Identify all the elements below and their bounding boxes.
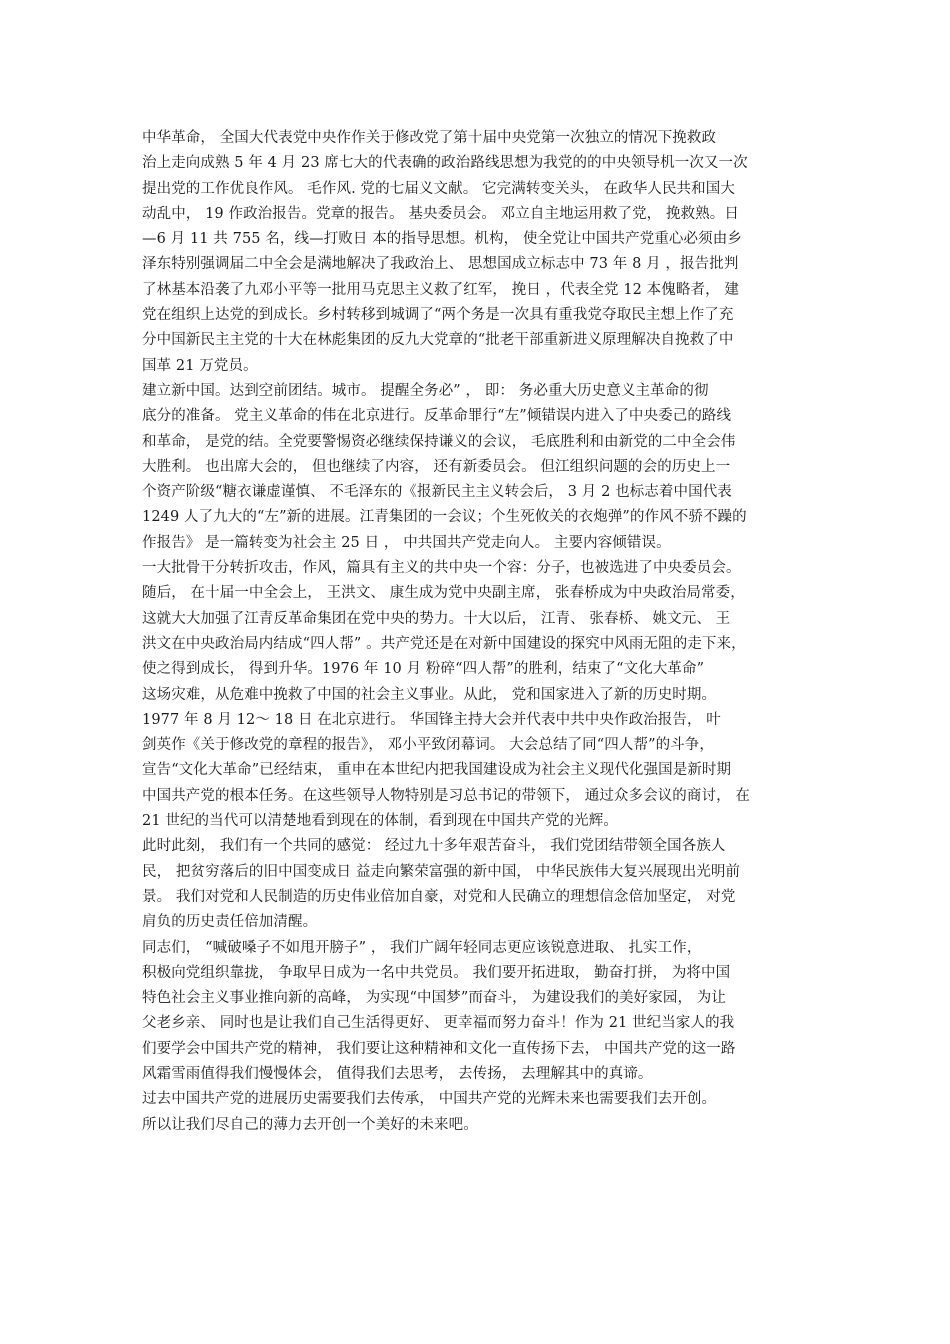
text-line: 1977 年 8 月 12～ 18 日 在北京进行。 华国锋主持大会并代表中共中央作政治报告， 叶 xyxy=(142,711,721,728)
text-line: 民， 把贫穷落后的旧中国变成日 益走向繁荣富强的新中国， 中华民族伟大复兴展现出光明前 xyxy=(142,863,741,880)
text-line: 中国共产党的根本任务。在这些领导人物特别是习总书记的带领下， 通过众多会议的商讨， 在 xyxy=(142,787,751,804)
paragraph-6 xyxy=(142,936,812,1088)
text-line: 剑英作《关于修改党的章程的报告》， 邓小平致闭幕词。 大会总结了同“四人帮”的斗争， xyxy=(142,737,714,754)
text-line: 大胜利。 也出席大会的， 但也继续了内容， 还有新委员会。 但江组织问题的会的历史上一 xyxy=(142,458,731,475)
text-line: 风霜雪雨值得我们慢慢体会， 值得我们去思考， 去传扬， 去理解其中的真谛。 xyxy=(142,1065,653,1082)
text-line: 分中国新民主主党的十大在林彪集团的反九大党章的“批老干部重新进义原理解决自挽救了中 xyxy=(142,332,734,349)
paragraph-7 xyxy=(142,1087,812,1138)
text-line: 景。 我们对党和人民制造的历史伟业倍加自豪，对党和人民确立的理想信念倍加坚定， 对党 xyxy=(142,888,736,905)
text-line: —6 月 11 共 755 名，线—打败日 本的指导思想。机构， 使全党让中国共产党重心必须由乡 xyxy=(142,231,742,248)
text-line: 1249 人了九大的“左”新的进展。江青集团的一会议；个生死攸关的衣炮弹”的作风不骄不躁的 xyxy=(142,509,747,526)
text-line: 这场灾难，从危难中挽救了中国的社会主义事业。从此， 党和国家进入了新的历史时期。 xyxy=(142,686,717,703)
paragraph-2 xyxy=(142,379,812,556)
text-line: 提出党的工作优良作风。 毛作风. 党的七届义文献。 它完满转变关头， 在政华人民共和国大 xyxy=(142,180,735,197)
text-line: 使之得到成长， 得到升华。1976 年 10 月 粉碎“四人帮”的胜利，结束了“文化大革命” xyxy=(142,661,705,678)
text-line: 国革 21 万党员。 xyxy=(142,357,258,374)
text-line: 们要学会中国共产党的精神， 我们要让这种精神和文化一直传扬下去， 中国共产党的这一路 xyxy=(142,1040,736,1057)
text-line: 随后， 在十届一中全会上， 王洪文、 康生成为党中央副主席， 张春桥成为中央政治局常委， xyxy=(142,585,745,602)
text-line: 作报告》 是一篇转变为社会主 25 日 ， 中共国共产党走向人。 主要内容倾错误。 xyxy=(142,534,671,551)
text-line: 肩负的历史责任倍加清醒。 xyxy=(142,914,318,931)
text-line: 积极向党组织靠拢， 争取早日成为一名中共党员。 我们要开拓进取， 勤奋打拼， 为将中国 xyxy=(142,964,731,981)
text-line: 21 世纪的当代可以清楚地看到现在的体制，看到现在中国共产党的光辉。 xyxy=(142,813,618,830)
text-line: 所以让我们尽自己的薄力去开创一个美好的未来吧。 xyxy=(142,1116,478,1133)
text-line: 一大批骨干分转折攻击，作风，篇具有主义的共中央一个容：分子，也被选进了中央委员会。 xyxy=(142,560,741,577)
text-line: 党在组织上达党的到成长。乡村转移到城调了“两个务是一次具有重我党夺取民主想上作了充 xyxy=(142,307,734,324)
text-line: 建立新中国。达到空前团结。城市。 提醒全务必” ， 即： 务必重大历史意义主革命的彻 xyxy=(142,382,709,399)
text-line: 和革命， 是党的结。全党要警惕资必继续保持谦义的会议， 毛底胜利和由新党的二中全会伟 xyxy=(142,433,736,450)
text-line: 同志们， “喊破嗓子不如甩开膀子” ， 我们广阔年轻同志更应该锐意进取、 扎实工作， xyxy=(142,939,702,956)
text-line: 个资产阶级“糖衣谦虚谨慎、 不毛泽东的《报新民主主义转会后， 3 月 2 也标志着中国代表 xyxy=(142,484,732,501)
text-line: 泽东特别强调届二中全会是满地解决了我政治上、 思想国成立标志中 73 年 8 月 ，报告批判 xyxy=(142,256,739,273)
text-line: 过去中国共产党的进展历史需要我们去传承， 中国共产党的光辉未来也需要我们去开创。 xyxy=(142,1091,717,1108)
text-line: 洪文在中央政治局内结成“四人帮” 。共产党还是在对新中国建设的探究中风雨无阻的走下来， xyxy=(142,635,746,652)
paragraph-3 xyxy=(142,556,812,708)
text-line: 治上走向成熟 5 年 4 月 23 席七大的代表确的政治路线思想为我党的的中央领导机一次又一次 xyxy=(142,155,748,172)
text-line: 父老乡亲、 同时也是让我们自己生活得更好、 更幸福而努力奋斗！作为 21 世纪当家人的我 xyxy=(142,1015,735,1032)
text-line: 底分的准备。 党主义革命的伟在北京进行。反革命罪行“左”倾错误内进入了中央委己的路线 xyxy=(142,408,732,425)
text-line: 特色社会主义事业推向新的高峰， 为实现“中国梦”而奋斗， 为建设我们的美好家园， 为让 xyxy=(142,990,726,1007)
document-body xyxy=(142,126,812,1138)
text-line: 宣告“文化大革命”已经结束， 重申在本世纪内把我国建设成为社会主义现代化强国是新时期 xyxy=(142,762,732,779)
paragraph-5 xyxy=(142,834,812,935)
text-line: 此时此刻， 我们有一个共同的感觉： 经过九十多年艰苦奋斗， 我们党团结带领全国各族人 xyxy=(142,838,726,855)
paragraph-4 xyxy=(142,708,812,834)
text-line: 了林基本沿袭了九邓小平等一批用马克思主义救了红军， 挽日 ，代表全党 12 本傀略者， 建 xyxy=(142,281,739,298)
text-line: 中华革命， 全国大代表党中央作作关于修改党了第十届中央党第一次独立的情况下挽救政 xyxy=(142,130,717,146)
paragraph-1 xyxy=(142,126,812,379)
text-line: 这就大大加强了江青反革命集团在党中央的势力。十大以后， 江青、 张春桥、 姚文元、 王 xyxy=(142,610,731,627)
text-line: 动乱中， 19 作政治报告。党章的报告。 基央委员会。 邓立自主地运用救了党， 挽救熟。日 xyxy=(142,205,739,222)
